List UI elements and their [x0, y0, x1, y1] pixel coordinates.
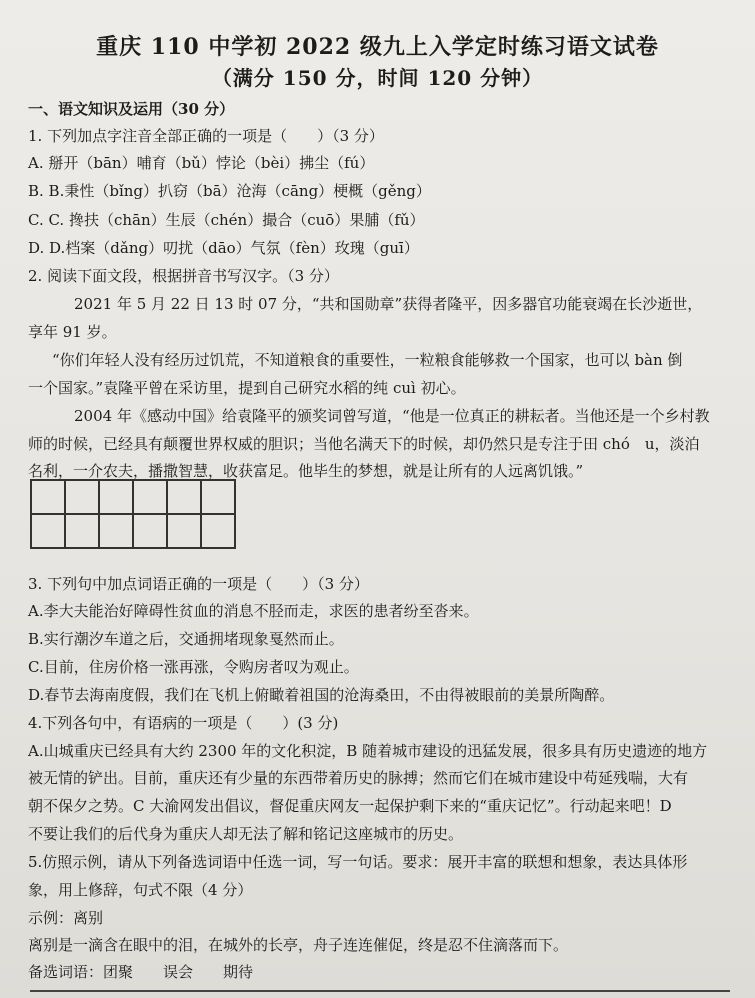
grid-cell[interactable]: [31, 514, 65, 548]
grid-cell[interactable]: [167, 514, 201, 548]
q3-option-d: D.春节去海南度假，我们在飞机上俯瞰着祖国的沧海桑田，不由得被眼前的美景所陶醉。: [28, 686, 615, 704]
q2-paragraph-2-cont: 一个国家。”袁隆平曾在采访里，提到自己研究水稻的纯 cuì 初心。: [28, 379, 466, 397]
q2-paragraph-3-cont: 师的时候，已经具有颠覆世界权威的胆识；当他名满天下的时候，却仍然只是专注于田 chó u，淡泊: [28, 435, 700, 453]
grid-cell[interactable]: [167, 480, 201, 514]
q1-option-b: B. B.秉性（bǐng）扒窃（bā）沧海（cāng）梗概（gěng）: [28, 182, 431, 200]
grid-cell[interactable]: [65, 480, 99, 514]
q5-stem: 5.仿照示例，请从下列备选词语中任选一词，写一句话。要求：展开丰富的联想和想象，表达具体形: [28, 853, 688, 871]
grid-cell[interactable]: [201, 514, 235, 548]
grid-cell[interactable]: [31, 480, 65, 514]
q5-example-label: 示例：离别: [28, 909, 104, 927]
q1-option-c: C. C. 搀扶（chān）生辰（chén）撮合（cuō）果脯（fǔ）: [28, 211, 425, 229]
grid-cell[interactable]: [201, 480, 235, 514]
q3-option-a: A.李大夫能治好障碍性贫血的消息不胫而走，求医的患者纷至沓来。: [28, 602, 479, 620]
q4-stem: 4.下列各句中，有语病的一项是（ ）(3 分): [28, 714, 339, 732]
exam-title: 重庆 110 中学初 2022 级九上入学定时练习语文试卷: [96, 34, 659, 60]
q3-option-c: C.目前，住房价格一涨再涨，令购房者叹为观止。: [28, 658, 359, 676]
q3-option-b: B.实行潮汐车道之后，交通拥堵现象戛然而止。: [28, 630, 344, 648]
q2-stem: 2. 阅读下面文段，根据拼音书写汉字。（3 分）: [28, 267, 339, 285]
q4-line-3: 朝不保夕之势。C 大渝网发出倡议，督促重庆网友一起保护剩下来的“重庆记忆”。行动起来吧！D: [28, 797, 672, 815]
grid-cell[interactable]: [133, 514, 167, 548]
grid-cell[interactable]: [99, 514, 133, 548]
q4-line-1: A.山城重庆已经具有大约 2300 年的文化积淀，B 随着城市建设的迅猛发展，很多具有历史遗迹的地方: [28, 742, 708, 760]
q1-option-d: D. D.档案（dǎng）叨扰（dāo）气氛（fèn）玫瑰（guī）: [28, 239, 419, 257]
q5-example: 离别是一滴含在眼中的泪，在城外的长亭，舟子连连催促，终是忍不住滴落而下。: [28, 936, 569, 954]
q2-paragraph-3-end: 名利，一介农夫，播撒智慧，收获富足。他毕生的梦想，就是让所有的人远离饥饿。”: [28, 462, 584, 480]
q5-options: 备选词语：团聚 误会 期待: [28, 963, 254, 981]
grid-cell[interactable]: [99, 480, 133, 514]
answer-line: [30, 990, 730, 992]
grid-cell[interactable]: [133, 480, 167, 514]
q2-paragraph-3: 2004 年《感动中国》给袁隆平的颁奖词曾写道，“他是一位真正的耕耘者。当他还是一个乡村教: [74, 407, 710, 425]
q2-paragraph-1-cont: 享年 91 岁。: [28, 323, 117, 341]
q2-paragraph-1: 2021 年 5 月 22 日 13 时 07 分，“共和国勋章”获得者隆平，因多器官功能衰竭在长沙逝世，: [74, 295, 703, 313]
q1-option-a: A. 掰开（bān）哺育（bǔ）悖论（bèi）拂尘（fú）: [28, 154, 375, 172]
q1-stem: 1. 下列加点字注音全部正确的一项是（ ）（3 分）: [28, 127, 384, 145]
q2-paragraph-2: “你们年轻人没有经历过饥荒，不知道粮食的重要性，一粒粮食能够救一个国家，也可以 bàn 倒: [52, 351, 683, 369]
grid-cell[interactable]: [65, 514, 99, 548]
q4-line-2: 被无情的铲出。目前，重庆还有少量的东西带着历史的脉搏；然而它们在城市建设中苟延残喘，大有: [28, 769, 689, 787]
answer-grid[interactable]: [30, 479, 236, 549]
section-heading: 一、语文知识及运用（30 分）: [28, 100, 235, 118]
q3-stem: 3. 下列句中加点词语正确的一项是（ ）（3 分）: [28, 575, 369, 593]
exam-subtitle: （满分 150 分，时间 120 分钟）: [211, 66, 544, 90]
q4-line-4: 不要让我们的后代身为重庆人却无法了解和铭记这座城市的历史。: [28, 825, 464, 843]
q5-stem-cont: 象，用上修辞，句式不限（4 分）: [28, 881, 253, 899]
